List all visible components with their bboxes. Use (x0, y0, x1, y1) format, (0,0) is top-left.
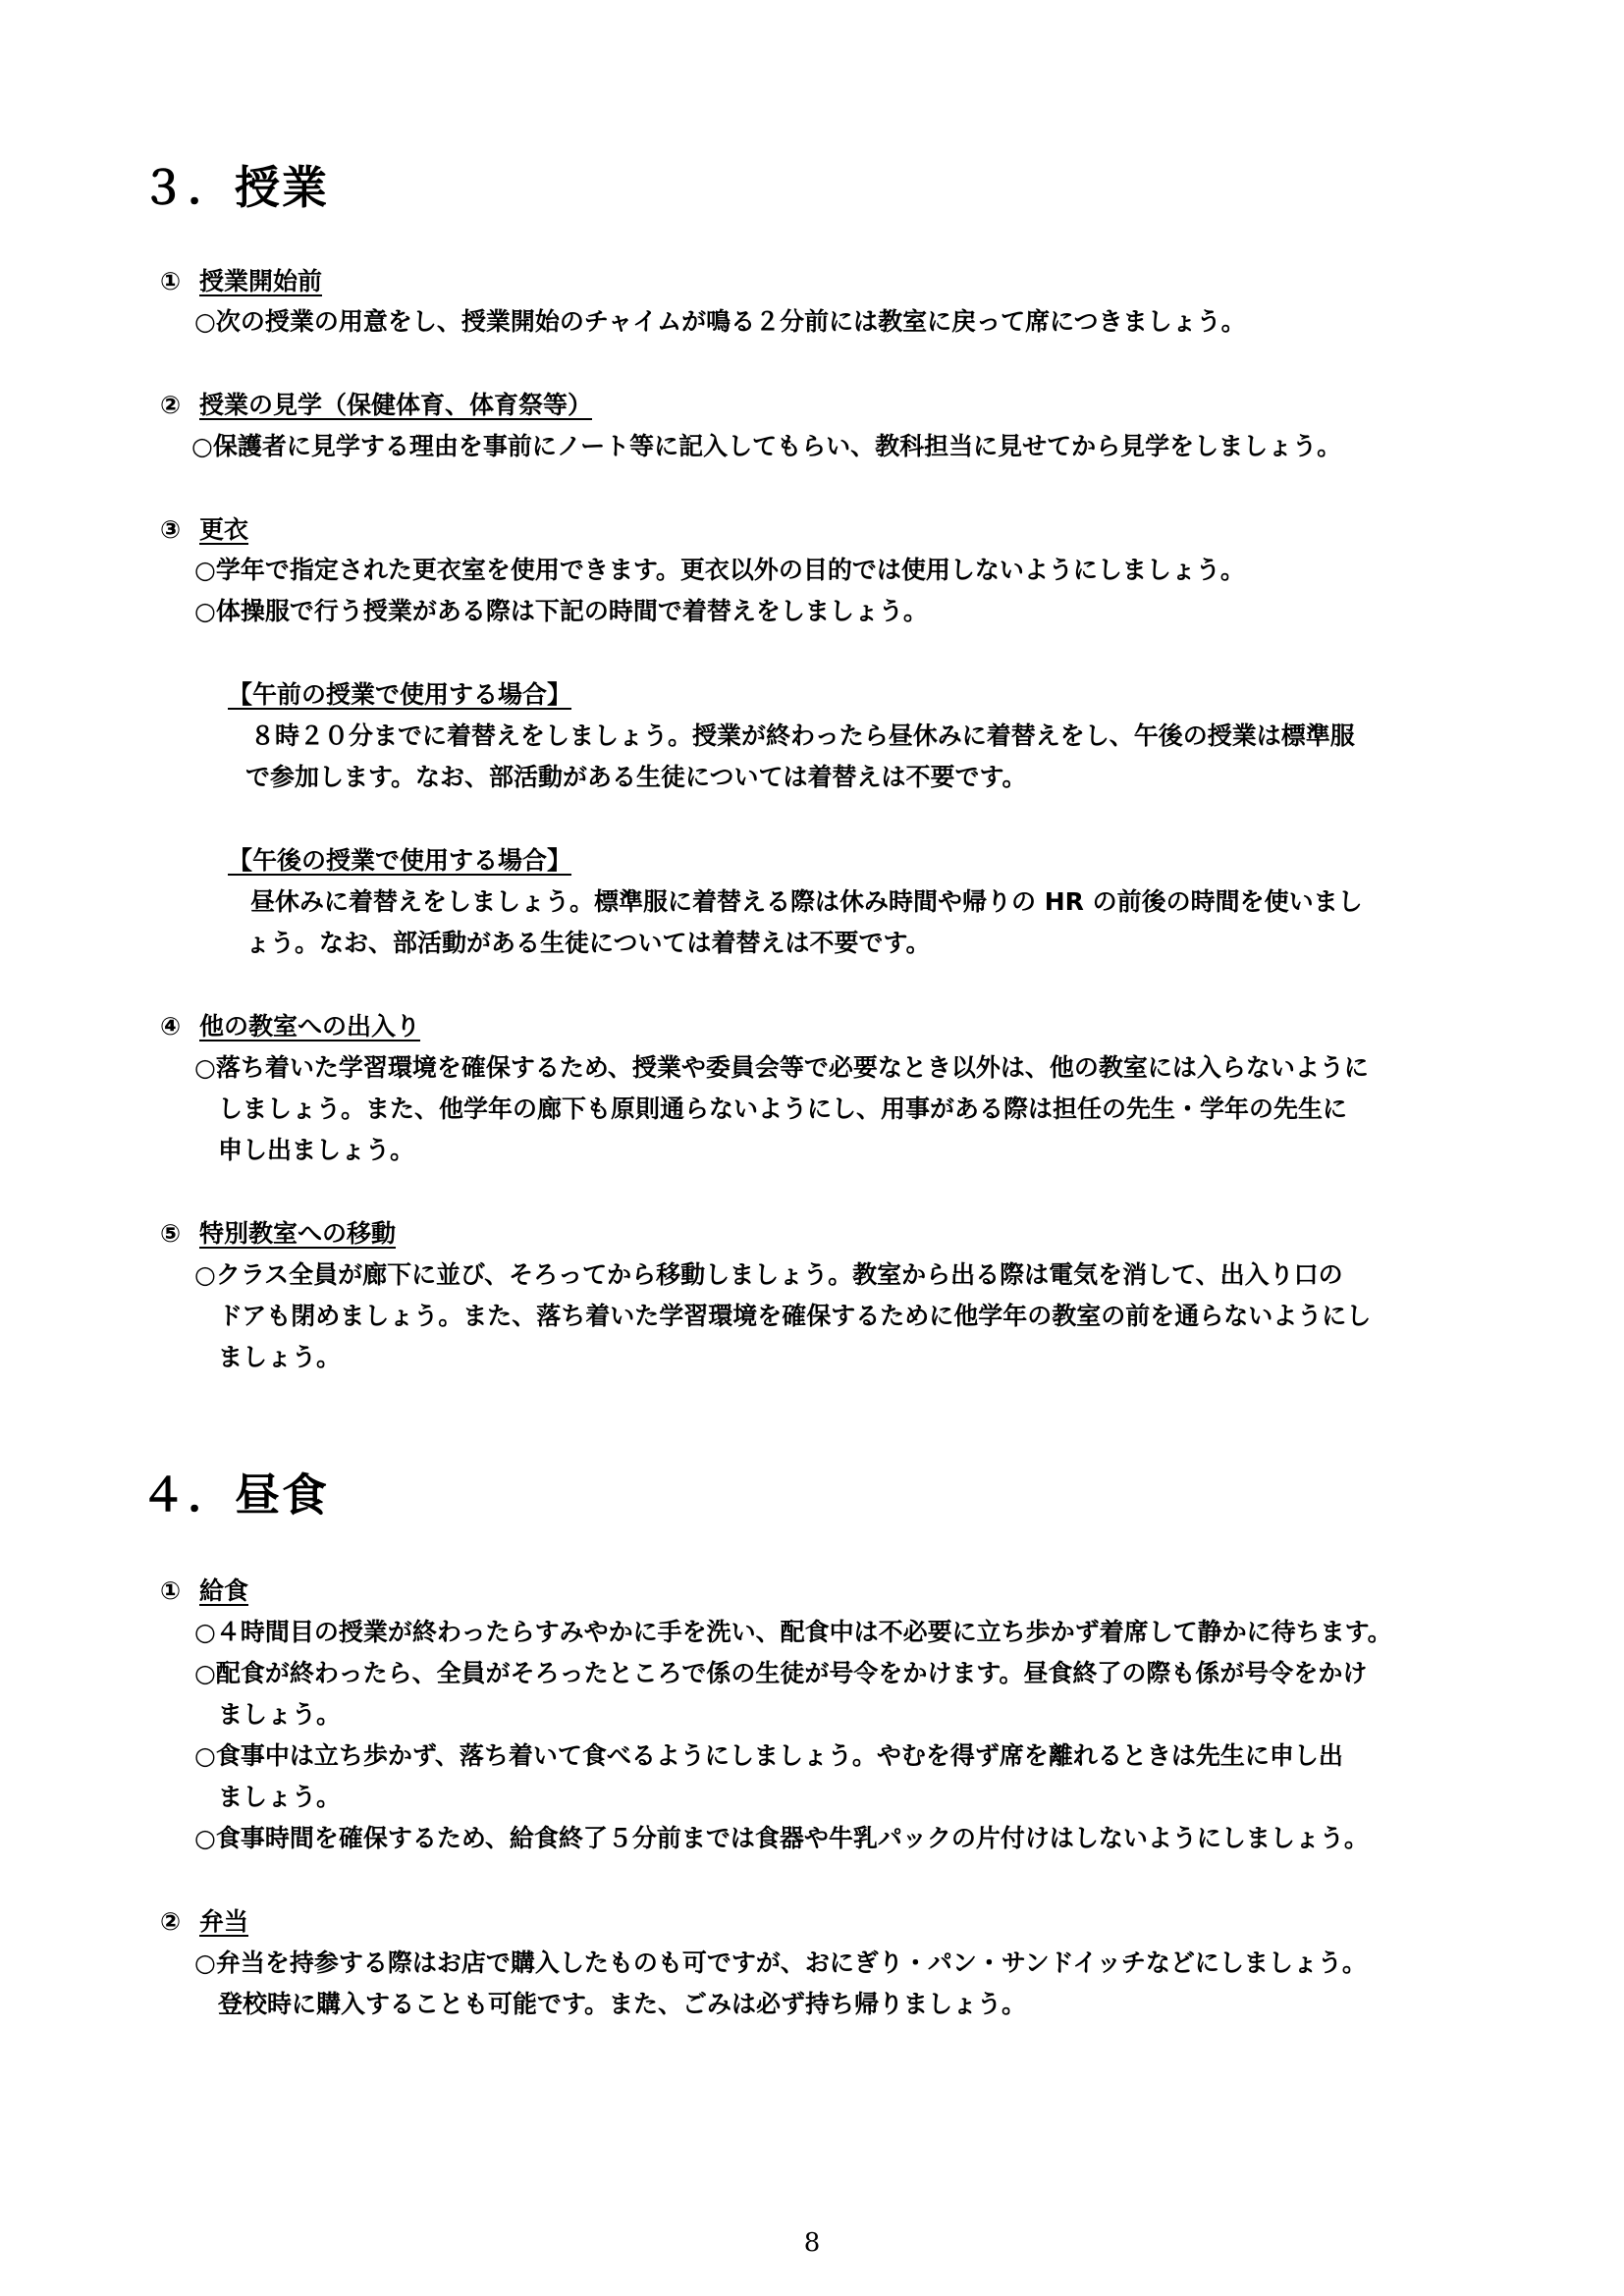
body-line: 登校時に購入することも可能です。また、ごみは必ず持ち帰りましょう。 (218, 1990, 1027, 2018)
page-number: 8 (803, 2228, 821, 2258)
subsection-4-2-heading (160, 1909, 248, 1934)
subsection-title: 給食 (199, 1576, 249, 1605)
body-line: ましょう。 (218, 1783, 342, 1811)
subsection-title: 他の教室への出入り (199, 1012, 421, 1041)
body-line: 申し出ましょう。 (218, 1136, 415, 1164)
subsection-number: ② (160, 1907, 182, 1936)
body-line: で参加します。なお、部活動がある生徒については着替えは不要です。 (245, 763, 1027, 791)
subsection-3-2-heading (160, 393, 592, 417)
section-4-title: ４．昼食 (140, 1468, 329, 1522)
subsection-3-3-heading (160, 517, 248, 542)
subsection-number: ⑤ (160, 1219, 182, 1248)
body-line: ドアも閉めましょう。また、落ち着いた学習環境を確保するために他学年の教室の前を通らないようにし (218, 1302, 1372, 1330)
body-line: ８時２０分までに着替えをしましょう。授業が終わったら昼休みに着替えをし、午後の授業は標準服 (250, 721, 1355, 750)
subsection-3-5-heading (160, 1221, 396, 1246)
body-line: ○配食が終わったら、全員がそろったところで係の生徒が号令をかけます。昼食終了の際も係が号令をかけ (194, 1659, 1368, 1687)
body-line: ○落ち着いた学習環境を確保するため、授業や委員会等で必要なとき以外は、他の教室には入らないように (194, 1053, 1369, 1082)
body-line: ○保護者に見学する理由を事前にノート等に記入してもらい、教科担当に見せてから見学をしましょう。 (191, 432, 1342, 460)
subsection-number: ③ (160, 515, 182, 544)
subsection-title: 更衣 (199, 515, 249, 544)
body-line: ○弁当を持参する際はお店で購入したものも可ですが、おにぎり・パン・サンドイッチなどにしましょう。 (194, 1949, 1367, 1977)
body-line: 昼休みに着替えをしましょう。標準服に着替える際は休み時間や帰りの HR の前後の時間を使いまし (250, 887, 1363, 916)
subsection-number: ④ (160, 1012, 182, 1041)
subsection-4-1-heading (160, 1578, 248, 1603)
subsection-number: ① (160, 267, 182, 295)
subsection-title: 授業の見学（保健体育、体育祭等） (199, 391, 593, 419)
subsection-title: 授業開始前 (199, 267, 323, 295)
body-line: ○体操服で行う授業がある際は下記の時間で着替えをしましょう。 (194, 597, 928, 625)
body-line: ましょう。 (218, 1700, 342, 1729)
body-line: ましょう。 (218, 1343, 342, 1371)
subsection-title: 弁当 (199, 1907, 249, 1936)
subsection-number: ② (160, 391, 182, 419)
subsection-3-4-heading (160, 1014, 420, 1039)
subsection-number: ① (160, 1576, 182, 1605)
pm-usage-heading: 【午後の授業で使用する場合】 (228, 846, 572, 875)
body-line: ○学年で指定された更衣室を使用できます。更衣以外の目的では使用しないようにしましょう。 (194, 556, 1245, 584)
body-line: ょう。なお、部活動がある生徒については着替えは不要です。 (245, 929, 931, 957)
am-usage-heading: 【午前の授業で使用する場合】 (228, 680, 572, 709)
subsection-title: 特別教室への移動 (199, 1219, 397, 1248)
subsection-3-1-heading (160, 269, 322, 294)
section-3-title: ３．授業 (140, 161, 329, 214)
body-line: しましょう。また、他学年の廊下も原則通らないようにし、用事がある際は担任の先生・学年の先生に (218, 1095, 1348, 1123)
body-line: ○食事時間を確保するため、給食終了５分前までは食器や牛乳パックの片付けはしないようにしましょう。 (194, 1824, 1369, 1852)
body-line: ○次の授業の用意をし、授業開始のチャイムが鳴る２分前には教室に戻って席につきましょう。 (194, 307, 1246, 336)
body-line: ○クラス全員が廊下に並び、そろってから移動しましょう。教室から出る際は電気を消して、出入り口の (194, 1260, 1343, 1289)
body-line: ○食事中は立ち歩かず、落ち着いて食べるようにしましょう。やむを得ず席を離れるときは先生に申し出 (194, 1741, 1343, 1770)
body-line: ○４時間目の授業が終わったらすみやかに手を洗い、配食中は不必要に立ち歩かず着席して静かに待ちます。 (194, 1618, 1392, 1646)
